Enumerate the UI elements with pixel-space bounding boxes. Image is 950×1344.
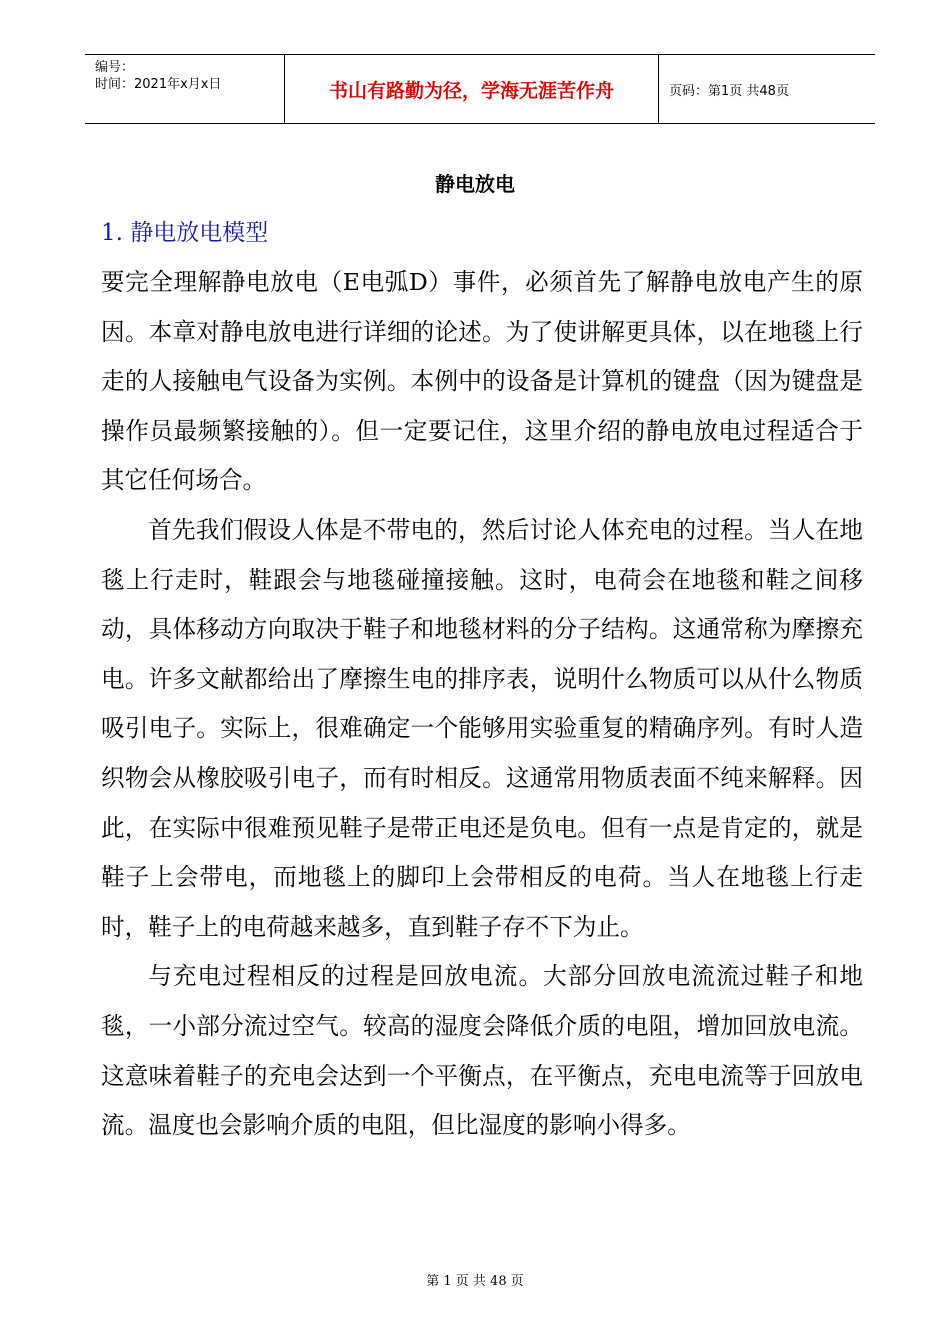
document-body <box>101 258 863 1151</box>
page-header <box>85 54 875 124</box>
paragraph-3: 与充电过程相反的过程是回放电流。大部分回放电流流过鞋子和地毯，一小部分流过空气。较高的湿度会降低介质的电阻，增加回放电流。这意味着鞋子的充电会达到一个平衡点，在平衡点，充电电流等于回放电流。温度也会影响介质的电阻，但比湿度的影响小得多。 <box>101 962 863 1140</box>
page-footer: 第 1 页 共 48 页 <box>426 1274 524 1289</box>
document-title: 静电放电 <box>435 172 515 196</box>
paragraph-2: 首先我们假设人体是不带电的，然后讨论人体充电的过程。当人在地毯上行走时，鞋跟会与地毯碰撞接触。这时，电荷会在地毯和鞋之间移动，具体移动方向取决于鞋子和地毯材料的分子结构。这通常称为摩擦充电。许多文献都给出了摩擦生电的排序表，说明什么物质可以从什么物质吸引电子。实际上，很难确定一个能够用实验重复的精确序列。有时人造织物会从橡胶吸引电子，而有时相反。这通常用物质表面不纯来解释。因此，在实际中很难预见鞋子是带正电还是负电。但有一点是肯定的，就是鞋子上会带电，而地毯上的脚印上会带相反的电荷。当人在地毯上行走时，鞋子上的电荷越来越多，直到鞋子存不下为止。 <box>101 515 863 941</box>
header-page-info: 页码：第1页 共48页 <box>669 83 789 99</box>
document-number-label: 编号： <box>95 60 135 75</box>
section-heading: 1. 静电放电模型 <box>101 220 269 246</box>
paragraph-1: 要完全理解静电放电（E电弧D）事件，必须首先了解静电放电产生的原因。本章对静电放电进行详细的论述。为了使讲解更具体，以在地毯上行走的人接触电气设备为实例。本例中的设备是计算机的键盘（因为键盘是操作员最频繁接触的）。但一定要记住，这里介绍的静电放电过程适合于其它任何场合。 <box>101 268 863 495</box>
header-meta <box>85 55 285 123</box>
document-time-label: 时间：2021年x月x日 <box>95 77 222 92</box>
header-slogan: 书山有路勤为径，学海无涯苦作舟 <box>285 55 659 123</box>
